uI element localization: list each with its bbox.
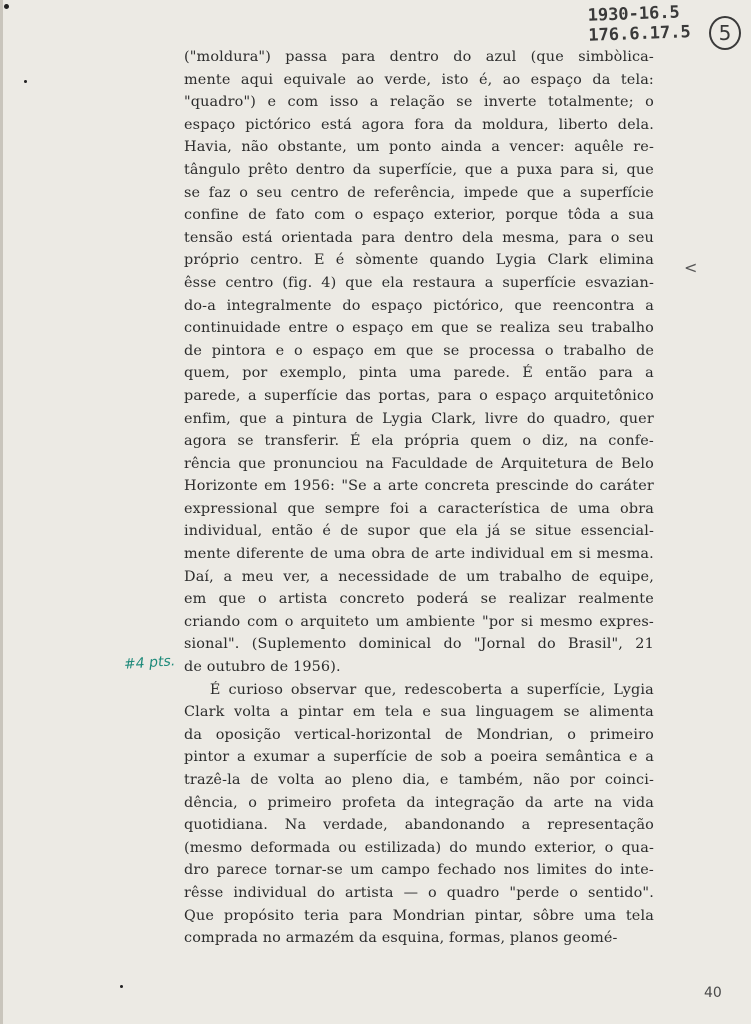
text-line: individual, então é de supor que ela já se situe essencial-	[184, 523, 654, 540]
text-line: É curioso observar que, redescoberta a superfície, Lygia	[209, 681, 654, 698]
text-line: enfim, que a pintura de Lygia Clark, livre do quadro, quer	[184, 410, 654, 427]
text-line: comprada no armazém da esquina, formas, planos geomé-	[184, 930, 618, 947]
text-line: Clark volta a pintar em tela e sua linguagem se alimenta	[184, 704, 654, 721]
text-line: mente diferente de uma obra de arte individual em si mesma.	[184, 546, 654, 563]
text-line: de pintora e o espaço em que se processa o trabalho de	[184, 342, 654, 359]
text-line: se faz o seu centro de referência, impede que a superfície	[184, 184, 654, 201]
text-line: tângulo prêto dentro da superfície, que a puxa para si, que	[184, 161, 654, 178]
text-line: "quadro") e com isso a relação se inverte totalmente; o	[184, 94, 654, 111]
page-number: 40	[704, 985, 722, 1001]
text-line: Que propósito teria para Mondrian pintar, sôbre uma tela	[184, 907, 654, 924]
paragraph	[184, 46, 654, 679]
text-line: trazê-la de volta ao pleno dia, e também, não por coinci-	[184, 772, 654, 788]
text-line: mente aqui equivale ao verde, isto é, ao espaço da tela:	[184, 71, 654, 88]
text-line: tensão está orientada para dentro dela mesma, para o seu	[184, 229, 654, 246]
text-line: dência, o primeiro profeta da integração da arte na vida	[184, 794, 654, 811]
speck	[24, 80, 27, 83]
catalog-line-1: 1930-16.5	[587, 2, 681, 26]
text-line: rêsse individual do artista — o quadro "perde o sentido".	[184, 884, 654, 901]
margin-arrow-mark: <	[684, 258, 698, 277]
speck	[4, 4, 9, 9]
text-line: quem, por exemplo, pinta uma parede. É então para a	[184, 365, 654, 382]
text-line: êsse centro (fig. 4) que ela restaura a superfície esvazian-	[184, 274, 654, 291]
text-line: espaço pictórico está agora fora da moldura, liberto dela.	[184, 116, 654, 133]
text-line: em que o artista concreto poderá se realizar realmente	[184, 591, 654, 608]
text-line: dro parece tornar-se um campo fechado nos limites do inte-	[184, 862, 654, 879]
text-line: confine de fato com o espaço exterior, porque tôda a sua	[184, 207, 654, 224]
text-line: agora se transferir. É ela própria quem o diz, na confe-	[184, 433, 654, 450]
page-edge	[0, 0, 3, 1024]
text-line: Daí, a meu ver, a necessidade de um trabalho de equipe,	[184, 568, 654, 585]
text-line: Horizonte em 1956: "Se a arte concreta prescinde do caráter	[184, 478, 654, 495]
text-line: Havia, não obstante, um ponto ainda a vencer: aquêle re-	[184, 139, 654, 156]
text-line: próprio centro. E é sòmente quando Lygia Clark elimina	[184, 252, 654, 269]
text-line: expressional que sempre foi a característica de uma obra	[184, 500, 654, 517]
text-line: quotidiana. Na verdade, abandonando a representação	[184, 817, 654, 834]
text-line: pintor a exumar a superfície de sob a poeira semântica e a	[184, 749, 654, 766]
body-text	[184, 46, 654, 950]
margin-note: #4 pts.	[123, 653, 176, 673]
text-line: parede, a superfície das portas, para o espaço arquitetônico	[184, 387, 654, 404]
paragraph	[184, 679, 654, 950]
text-line: da oposição vertical-horizontal de Mondrian, o primeiro	[184, 726, 654, 743]
text-line: rência que pronunciou na Faculdade de Arquitetura de Belo	[184, 455, 654, 472]
text-line: (mesmo deformada ou estilizada) do mundo exterior, o qua-	[184, 839, 654, 856]
text-line: criando com o arquiteto um ambiente "por si mesmo expres-	[184, 613, 654, 630]
text-line: continuidade entre o espaço em que se realiza seu trabalho	[184, 320, 654, 337]
speck	[120, 985, 123, 988]
sheet-number: 5	[709, 16, 741, 50]
catalog-annotation	[587, 2, 691, 46]
text-line: sional". (Suplemento dominical do "Jornal do Brasil", 21	[184, 636, 654, 653]
text-line: de outubro de 1956).	[184, 659, 341, 676]
text-line: do-a integralmente do espaço pictórico, que reencontra a	[184, 297, 654, 314]
text-line: ("moldura") passa para dentro do azul (que simbòlica-	[184, 49, 654, 65]
catalog-line-2: 176.6.17.5	[588, 22, 692, 46]
